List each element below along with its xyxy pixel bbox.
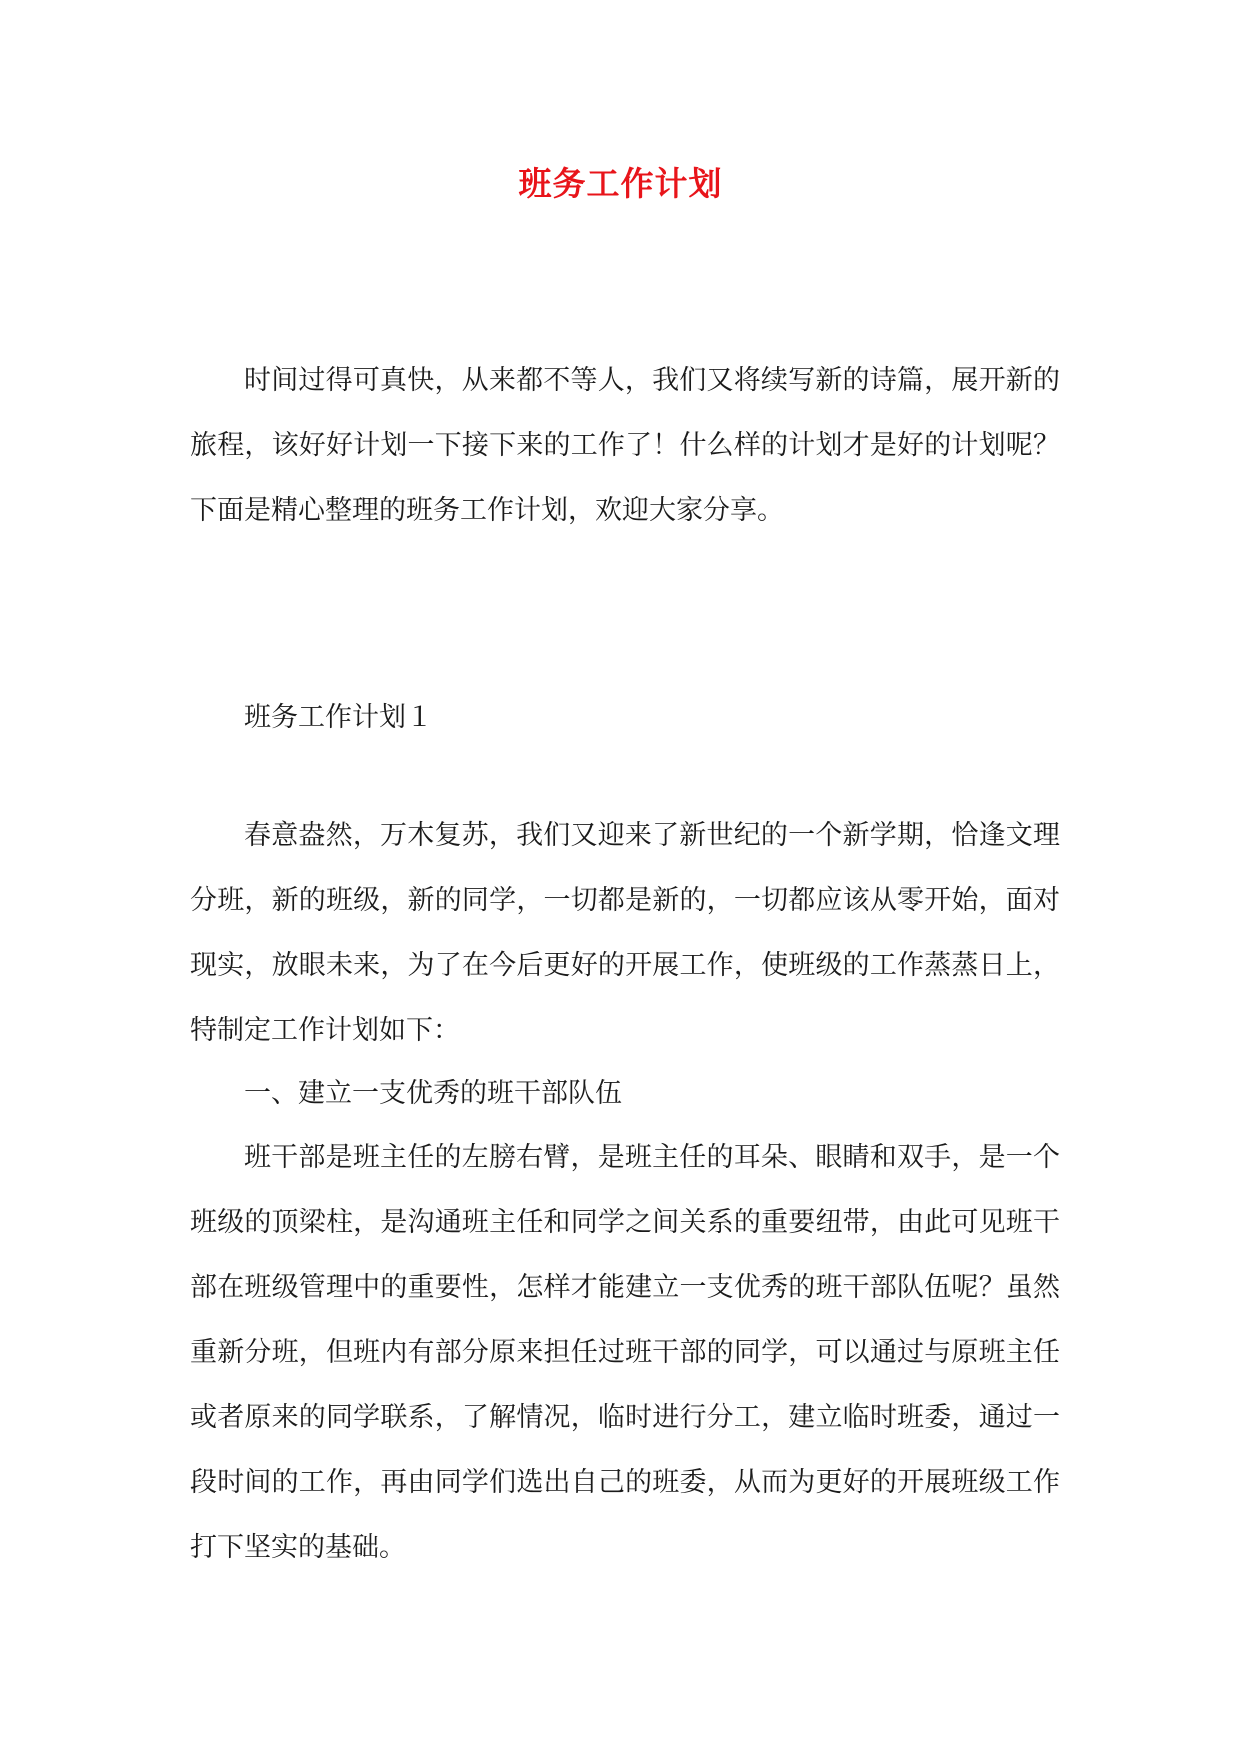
document-title: 班务工作计划 bbox=[518, 164, 723, 203]
section-heading-plan-1: 班务工作计划１ bbox=[244, 702, 433, 733]
subsection-1-paragraph: 班干部是班主任的左膀右臂，是班主任的耳朵、眼睛和双手，是一个班级的顶梁柱，是沟通班主任和同学之间关系的重要纽带，由此可见班干部在班级管理中的重要性，怎样才能建立一支优秀的班干部队伍呢？虽然重新分班，但班内有部分原来担任过班干部的同学，可以通过与原班主任或者原来的同学联系，了解情况，临时进行分工，建立临时班委，通过一段时间的工作，再由同学们选出自己的班委，从而为更好的开展班级工作打下坚实的基础。 bbox=[190, 1142, 1060, 1563]
plan-1-paragraph: 春意盎然，万木复苏，我们又迎来了新世纪的一个新学期，恰逢文理分班，新的班级，新的同学，一切都是新的，一切都应该从零开始，面对现实，放眼未来，为了在今后更好的开展工作，使班级的工作蒸蒸日上，特制定工作计划如下： bbox=[190, 820, 1060, 1046]
subsection-heading-1: 一、建立一支优秀的班干部队伍 bbox=[244, 1078, 622, 1109]
intro-paragraph: 时间过得可真快，从来都不等人，我们又将续写新的诗篇，展开新的旅程，该好好计划一下接下来的工作了！什么样的计划才是好的计划呢？下面是精心整理的班务工作计划，欢迎大家分享。 bbox=[190, 365, 1060, 526]
